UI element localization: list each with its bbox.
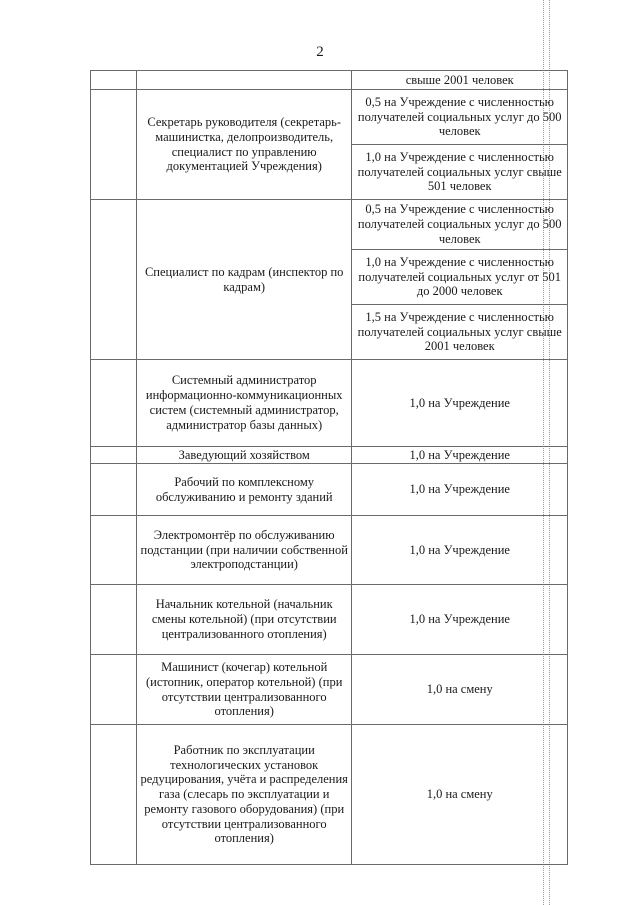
row-number-cell — [91, 516, 137, 585]
position-cell: Работник по эксплуатации технологических установок редуцирования, учёта и распределения газа (слесарь по эксплуатации и ремонту газового оборудования) (при отсутствии централизованного отопления) — [136, 725, 352, 865]
staff-norm-cell: 1,0 на Учреждение с численностью получателей социальных услуг свыше 501 человек — [352, 145, 568, 200]
row-number-cell — [91, 585, 137, 655]
staff-norm-cell: свыше 2001 человек — [352, 71, 568, 90]
position-cell — [136, 71, 352, 90]
table-row — [91, 585, 568, 655]
row-number-cell — [91, 725, 137, 865]
row-number-cell — [91, 655, 137, 725]
staff-norm-cell: 1,0 на смену — [352, 725, 568, 865]
page-number: 2 — [316, 44, 324, 60]
position-cell: Системный администратор информационно-коммуникационных систем (системный администратор, администратор базы данных) — [136, 360, 352, 447]
table-row — [91, 447, 568, 464]
row-number-cell — [91, 447, 137, 464]
staff-norm-cell: 1,0 на Учреждение — [352, 360, 568, 447]
table-row — [91, 464, 568, 516]
row-number-cell — [91, 464, 137, 516]
position-cell: Рабочий по комплексному обслуживанию и ремонту зданий — [136, 464, 352, 516]
position-cell: Специалист по кадрам (инспектор по кадрам) — [136, 200, 352, 360]
staffing-table — [90, 70, 568, 865]
staff-norm-cell: 1,0 на смену — [352, 655, 568, 725]
staff-norm-cell: 1,0 на Учреждение — [352, 464, 568, 516]
table-row — [91, 655, 568, 725]
table-row — [91, 200, 568, 250]
table-row — [91, 725, 568, 865]
row-number-cell — [91, 90, 137, 200]
staff-norm-cell: 1,0 на Учреждение — [352, 447, 568, 464]
row-number-cell — [91, 200, 137, 360]
staff-norm-cell: 0,5 на Учреждение с численностью получателей социальных услуг до 500 человек — [352, 200, 568, 250]
staff-norm-cell: 1,0 на Учреждение с численностью получателей социальных услуг от 501 до 2000 человек — [352, 250, 568, 305]
row-number-cell — [91, 71, 137, 90]
position-cell: Начальник котельной (начальник смены котельной) (при отсутствии централизованного отопления) — [136, 585, 352, 655]
position-cell: Заведующий хозяйством — [136, 447, 352, 464]
staff-norm-cell: 1,5 на Учреждение с численностью получателей социальных услуг свыше 2001 человек — [352, 305, 568, 360]
position-cell: Секретарь руководителя (секретарь-машинистка, делопроизводитель, специалист по управлению документацией Учреждения) — [136, 90, 352, 200]
table-row — [91, 516, 568, 585]
staff-norm-cell: 1,0 на Учреждение — [352, 516, 568, 585]
staff-norm-cell: 1,0 на Учреждение — [352, 585, 568, 655]
table-row — [91, 90, 568, 145]
staff-norm-cell: 0,5 на Учреждение с численностью получателей социальных услуг до 500 человек — [352, 90, 568, 145]
position-cell: Машинист (кочегар) котельной (истопник, оператор котельной) (при отсутствии централизованного отопления) — [136, 655, 352, 725]
table-row — [91, 71, 568, 90]
row-number-cell — [91, 360, 137, 447]
position-cell: Электромонтёр по обслуживанию подстанции (при наличии собственной электроподстанции) — [136, 516, 352, 585]
table-row — [91, 360, 568, 447]
